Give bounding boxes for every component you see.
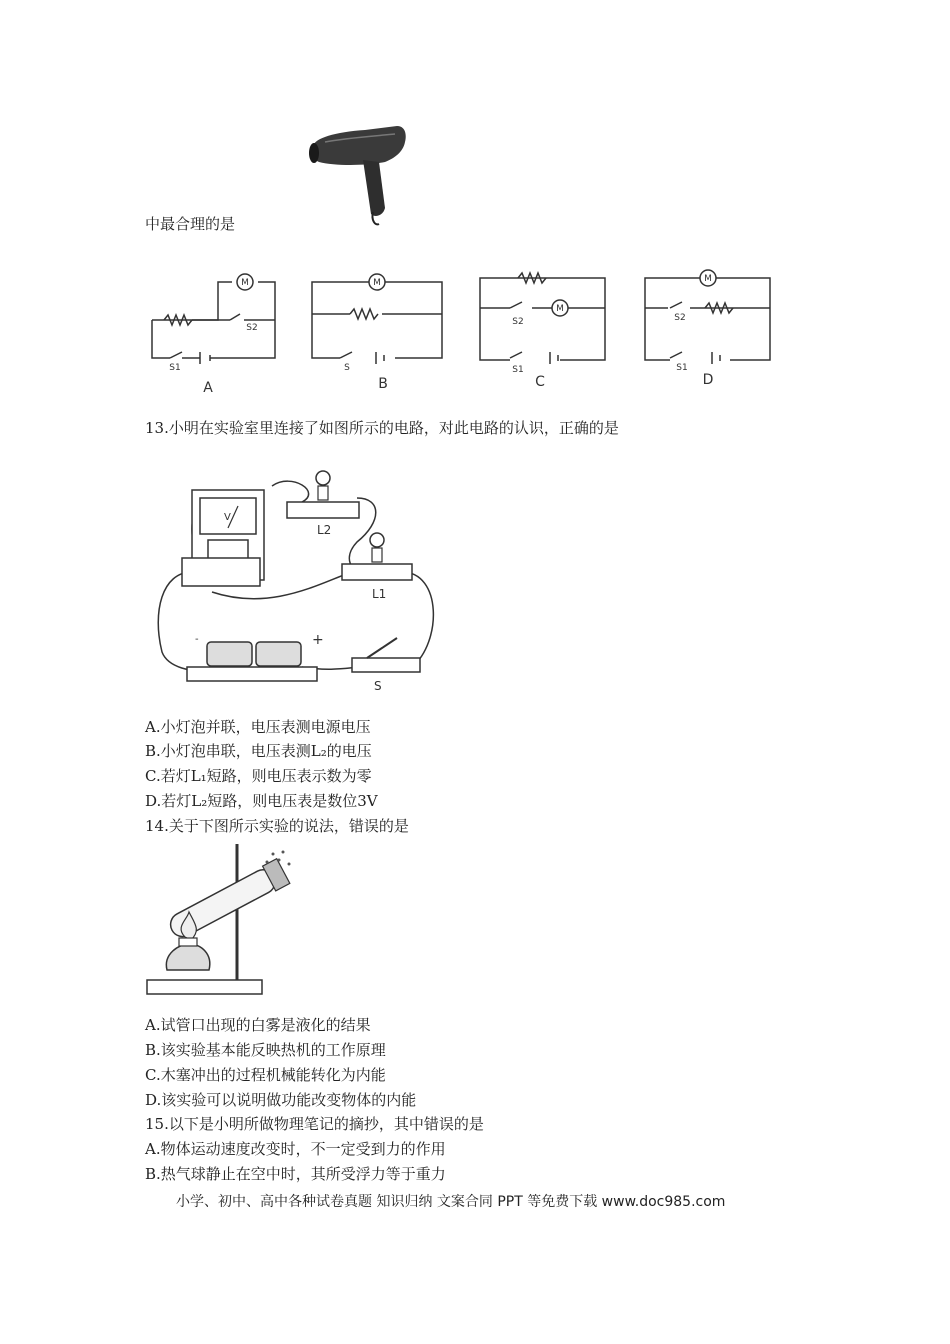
- q13-circuit-figure: [152, 462, 442, 692]
- q14-option-b: B.该实验基本能反映热机的工作原理: [145, 1041, 386, 1059]
- q14-option-a: A.试管口出现的白雾是液化的结果: [145, 1016, 371, 1034]
- footer-download-link[interactable]: 小学、初中、高中各种试卷真题 知识归纳 文案合同 PPT 等免费下载 www.doc985.com: [176, 1194, 726, 1210]
- voltmeter-v: V: [224, 512, 231, 523]
- hair-dryer-figure: [305, 108, 410, 230]
- switch-label-d-s1: S1: [676, 363, 688, 373]
- motor-label-c: M: [556, 304, 564, 314]
- switch-label-b-s: S: [344, 363, 350, 373]
- switch-label-a-s2: S2: [246, 323, 258, 333]
- motor-label-d: M: [704, 274, 712, 284]
- label-l2: L2: [317, 523, 332, 537]
- switch-label-a-s1: S1: [169, 363, 181, 373]
- q14-option-d: D.该实验可以说明做功能改变物体的内能: [145, 1091, 417, 1109]
- q13-option-a: A.小灯泡并联，电压表测电源电压: [145, 718, 371, 736]
- q15-option-b: B.热气球静止在空中时，其所受浮力等于重力: [145, 1165, 446, 1183]
- circuit-options-figure: [140, 262, 780, 396]
- q14-stem: 14.关于下图所示实验的说法，错误的是: [145, 817, 409, 835]
- switch-label-c-s2: S2: [512, 317, 524, 327]
- label-minus: -: [195, 634, 199, 645]
- motor-label-a: M: [241, 278, 249, 288]
- circuit-label-d: D: [702, 372, 714, 388]
- label-plus: +: [312, 632, 324, 648]
- q13-option-b: B.小灯泡串联，电压表测L₂的电压: [145, 742, 372, 760]
- q14-experiment-figure: [145, 842, 300, 1004]
- q14-option-c: C.木塞冲出的过程机械能转化为内能: [145, 1066, 386, 1084]
- motor-label-b: M: [373, 278, 381, 288]
- circuit-label-a: A: [203, 380, 213, 396]
- label-l1: L1: [372, 587, 387, 601]
- q13-option-d: D.若灯L₂短路，则电压表是数位3V: [145, 792, 378, 810]
- intro-tail-text: 中最合理的是: [145, 215, 236, 233]
- q15-stem: 15.以下是小明所做物理笔记的摘抄，其中错误的是: [145, 1115, 484, 1133]
- circuit-label-b: B: [378, 376, 388, 392]
- q13-stem: 13.小明在实验室里连接了如图所示的电路，对此电路的认识，正确的是: [145, 419, 619, 437]
- label-s: S: [374, 679, 382, 692]
- q15-option-a: A.物体运动速度改变时，不一定受到力的作用: [145, 1140, 446, 1158]
- switch-label-c-s1: S1: [512, 365, 524, 375]
- q13-option-c: C.若灯L₁短路，则电压表示数为零: [145, 767, 372, 785]
- circuit-label-c: C: [535, 374, 545, 390]
- switch-label-d-s2: S2: [674, 313, 686, 323]
